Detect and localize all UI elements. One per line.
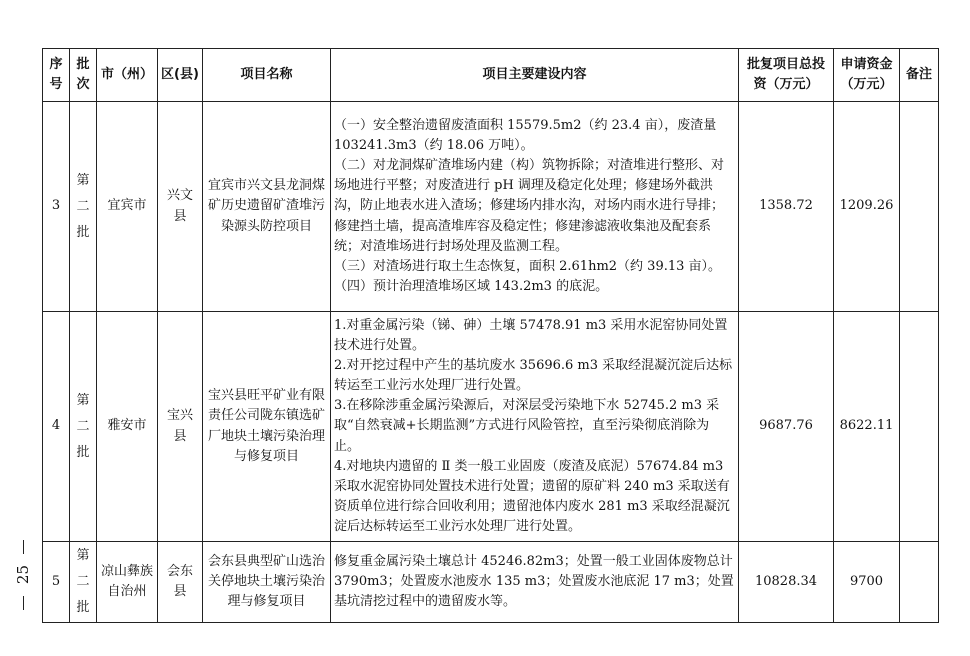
cell-note [900, 312, 939, 542]
cell-investment: 1358.72 [739, 102, 834, 312]
cell-city: 凉山彝族自治州 [97, 542, 158, 623]
page-number [12, 540, 34, 610]
header-fund: 申请资金（万元） [834, 49, 900, 102]
cell-county: 会东县 [158, 542, 203, 623]
table-row [43, 542, 939, 623]
page-number-dash-bottom [23, 596, 24, 610]
cell-note [900, 542, 939, 623]
cell-seq: 3 [43, 102, 70, 312]
header-project-name: 项目名称 [203, 49, 331, 102]
cell-county: 宝兴县 [158, 312, 203, 542]
cell-city: 宜宾市 [97, 102, 158, 312]
table-row [43, 102, 939, 312]
header-content: 项目主要建设内容 [331, 49, 739, 102]
header-seq: 序号 [43, 49, 70, 102]
cell-seq: 5 [43, 542, 70, 623]
cell-seq: 4 [43, 312, 70, 542]
cell-note [900, 102, 939, 312]
header-investment: 批复项目总投资（万元） [739, 49, 834, 102]
header-city: 市（州） [97, 49, 158, 102]
header-row [43, 49, 939, 102]
cell-batch: 第 二 批 [70, 312, 97, 542]
header-batch: 批次 [70, 49, 97, 102]
cell-investment: 10828.34 [739, 542, 834, 623]
cell-batch: 第 二 批 [70, 542, 97, 623]
project-table [42, 48, 939, 623]
cell-project-name: 宝兴县旺平矿业有限责任公司陇东镇选矿厂地块土壤污染治理与修复项目 [203, 312, 331, 542]
cell-county: 兴文县 [158, 102, 203, 312]
header-note: 备注 [900, 49, 939, 102]
header-county: 区(县) [158, 49, 203, 102]
cell-project-name: 会东县典型矿山选治关停地块土壤污染治理与修复项目 [203, 542, 331, 623]
cell-project-name: 宜宾市兴文县龙洞煤矿历史遗留矿渣堆污染源头防控项目 [203, 102, 331, 312]
cell-content: （一）安全整治遗留废渣面积 15579.5m2（约 23.4 亩），废渣量 103241.3m3（约 18.06 万吨）。 （二）对龙洞煤矿渣堆场内建（构）筑物拆除；对渣堆进行整形、对场地进行平整；对废渣进行 pH 调理及稳定化处理；修建场外截洪沟，防止地表水进入渣场；修建场内排水沟，对场内雨水进行导排；修建挡土墙，提高渣堆库容及稳定性；修建渗滤液收集池及配套系统；对渣堆场进行封场处理及监测工程。 （三）对渣场进行取土生态恢复，面积 2.61hm2（约 39.13 亩）。 （四）预计治理渣堆场区域 143.2m3 的底泥。 [331, 102, 739, 312]
cell-investment: 9687.76 [739, 312, 834, 542]
page-number-value: 25 [14, 565, 32, 585]
cell-batch: 第 二 批 [70, 102, 97, 312]
cell-fund: 8622.11 [834, 312, 900, 542]
cell-content: 1.对重金属污染（锑、砷）土壤 57478.91 m3 采用水泥窑协同处置技术进行处置。 2.对开挖过程中产生的基坑废水 35696.6 m3 采取经混凝沉淀后达标转运至工业污水处理厂进行处置。 3.在移除涉重金属污染源后，对深层受污染地下水 52745.2 m3 采取“自然衰减+长期监测”方式进行风险管控，直至污染彻底消除为止。 4.对地块内遗留的 Ⅱ 类一般工业固废（废渣及底泥）57674.84 m3 采取水泥窑协同处置技术进行处置；遗留的原矿料 240 m3 采取送有资质单位进行综合回收利用；遗留池体内废水 281 m3 采取经混凝沉淀后达标转运至工业污水处理厂进行处置。 [331, 312, 739, 542]
table-row [43, 312, 939, 542]
cell-fund: 9700 [834, 542, 900, 623]
page-number-dash-top [23, 540, 24, 554]
cell-fund: 1209.26 [834, 102, 900, 312]
cell-city: 雅安市 [97, 312, 158, 542]
cell-content: 修复重金属污染土壤总计 45246.82m3；处置一般工业固体废物总计 3790m3；处置废水池废水 135 m3；处置废水池底泥 17 m3；处置基坑清挖过程中的遗留废水等。 [331, 542, 739, 623]
